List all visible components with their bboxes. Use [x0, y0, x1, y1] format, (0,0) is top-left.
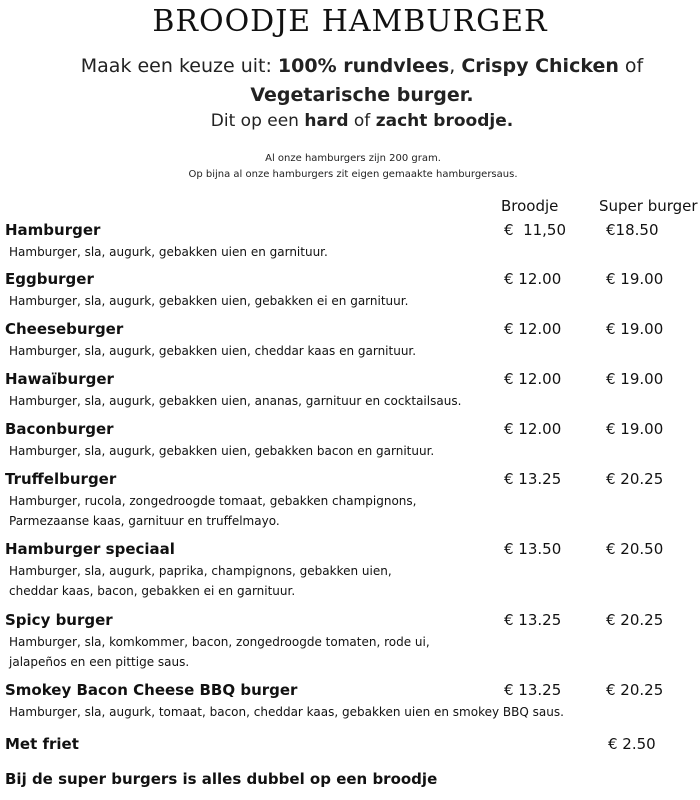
price-broodje: € 13.50	[504, 540, 562, 558]
price-broodje: € 12.00	[504, 320, 562, 338]
price-broodje: € 13.25	[504, 611, 562, 629]
item-name: Hamburger speciaal	[5, 540, 175, 558]
bread-of: of	[348, 111, 376, 131]
item-description: Hamburger, sla, augurk, tomaat, bacon, cheddar kaas, gebakken uien en smokey BBQ saus.	[9, 705, 564, 719]
choice-beef: 100% rundvlees	[277, 55, 450, 77]
price-super: € 19.00	[606, 370, 664, 388]
menu-title: BROODJE HAMBURGER	[152, 4, 548, 39]
item-name: Cheeseburger	[5, 320, 124, 338]
price-super: €18.50	[606, 221, 659, 239]
intro-line-2	[0, 81, 700, 110]
price-broodje: € 12.00	[504, 370, 562, 388]
item-description: Hamburger, rucola, zongedroogde tomaat, gebakken champignons, Parmezaanse kaas, garnituur en truffelmayo.	[9, 494, 417, 528]
item-name: Truffelburger	[5, 470, 117, 488]
item-name: Eggburger	[5, 270, 94, 288]
price-broodje: € 12.00	[504, 420, 562, 438]
intro	[0, 52, 700, 132]
price-broodje: € 13.25	[504, 470, 562, 488]
item-description: Hamburger, sla, augurk, gebakken uien, gebakken ei en garnituur.	[9, 294, 409, 308]
price-super: € 20.25	[606, 681, 664, 699]
price-super: € 20.25	[606, 611, 664, 629]
fries-price: € 2.50	[608, 735, 656, 753]
note-weight: Al onze hamburgers zijn 200 gram.	[265, 153, 441, 164]
column-header-super: Super burger	[599, 197, 698, 215]
item-name: Baconburger	[5, 420, 114, 438]
price-super: € 20.50	[606, 540, 664, 558]
item-description: Hamburger, sla, augurk, gebakken uien en garnituur.	[9, 245, 328, 259]
bread-soft: zacht broodje.	[375, 111, 514, 131]
item-name: Smokey Bacon Cheese BBQ burger	[5, 681, 298, 699]
choice-veggie: Vegetarische burger.	[250, 84, 474, 106]
column-header-broodje: Broodje	[501, 197, 559, 215]
item-name: Spicy burger	[5, 611, 113, 629]
item-name: Hamburger	[5, 221, 101, 239]
price-super: € 19.00	[606, 420, 664, 438]
price-broodje: € 11,50	[504, 221, 567, 239]
item-description: Hamburger, sla, augurk, paprika, champignons, gebakken uien, cheddar kaas, bacon, gebakken ei en garnituur.	[9, 564, 392, 598]
intro-sep-2: of	[618, 55, 644, 77]
item-name: Hawaïburger	[5, 370, 114, 388]
fries-label: Met friet	[5, 735, 79, 753]
intro-line-3	[0, 110, 700, 132]
notes	[0, 151, 700, 183]
item-description: Hamburger, sla, komkommer, bacon, zongedroogde tomaten, rode ui, jalapeños en een pittige saus.	[9, 635, 430, 669]
intro-prefix: Maak een keuze uit:	[80, 55, 278, 77]
item-description: Hamburger, sla, augurk, gebakken uien, ananas, garnituur en cocktailsaus.	[9, 394, 462, 408]
intro-line-1	[0, 52, 700, 81]
bread-hard: hard	[304, 111, 349, 131]
price-broodje: € 13.25	[504, 681, 562, 699]
choice-chicken: Crispy Chicken	[461, 55, 619, 77]
bread-prefix: Dit op een	[210, 111, 305, 131]
intro-sep-1: ,	[449, 55, 462, 77]
item-description: Hamburger, sla, augurk, gebakken uien, gebakken bacon en garnituur.	[9, 444, 435, 458]
price-broodje: € 12.00	[504, 270, 562, 288]
item-description: Hamburger, sla, augurk, gebakken uien, cheddar kaas en garnituur.	[9, 344, 417, 358]
price-super: € 19.00	[606, 320, 664, 338]
footer-note: Bij de super burgers is alles dubbel op een broodje	[5, 770, 438, 788]
note-sauce: Op bijna al onze hamburgers zit eigen gemaakte hamburgersaus.	[188, 169, 518, 180]
price-super: € 20.25	[606, 470, 664, 488]
price-super: € 19.00	[606, 270, 664, 288]
